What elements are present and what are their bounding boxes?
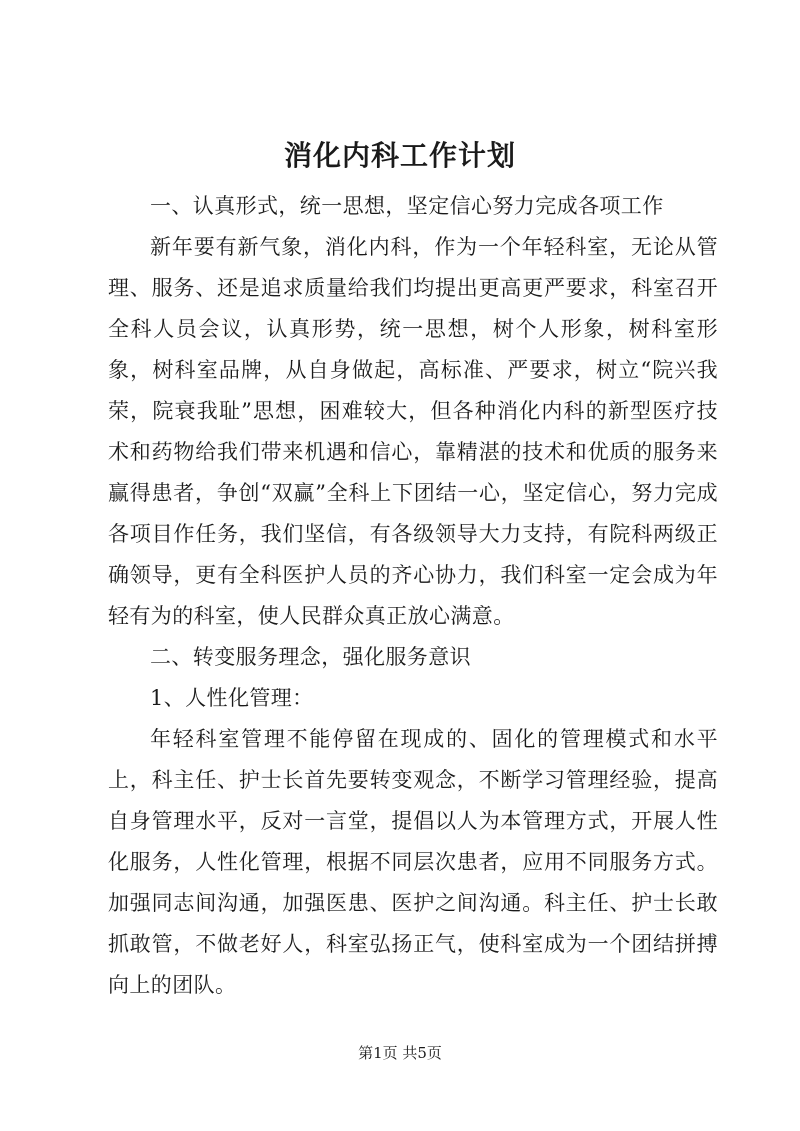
subsection-1-paragraph: 年轻科室管理不能停留在现成的、固化的管理模式和水平上，科主任、护士长首先要转变观念，不断学习管理经验，提高自身管理水平，反对一言堂，提倡以人为本管理方式，开展人性化服务，人性化管理，根据不同层次患者，应用不同服务方式。加强同志间沟通，加强医患、医护之间沟通。科主任、护士长敢抓敢管，不做老好人，科室弘扬正气，使科室成为一个团结拼搏向上的团队。 — [108, 727, 718, 997]
section-2-heading: 二、转变服务理念，强化服务意识 — [150, 645, 471, 669]
page-number-footer: 第1页 共5页 — [358, 1044, 442, 1062]
section-1-paragraph: 新年要有新气象，消化内科，作为一个年轻科室，无论从管理、服务、还是追求质量给我们均提出更高更严要求，科室召开全科人员会议，认真形势，统一思想，树个人形象，树科室形象，树科室品牌，从自身做起，高标准、严要求，树立“院兴我荣，院衰我耻”思想，困难较大，但各种消化内科的新型医疗技术和药物给我们带来机遇和信心，靠精湛的技术和优质的服务来赢得患者，争创“双赢”全科上下团结一心，坚定信心，努力完成各项目作任务，我们坚信，有各级领导大力支持，有院科两级正确领导，更有全科医护人员的齐心协力，我们科室一定会成为年轻有为的科室，使人民群众真正放心满意。 — [108, 235, 718, 628]
section-1-heading: 一、认真形式，统一思想，坚定信心努力完成各项工作 — [150, 194, 664, 218]
document-title: 消化内科工作计划 — [283, 139, 516, 172]
document-body — [108, 186, 718, 1006]
subsection-1-heading: 1、人性化管理： — [150, 686, 314, 710]
